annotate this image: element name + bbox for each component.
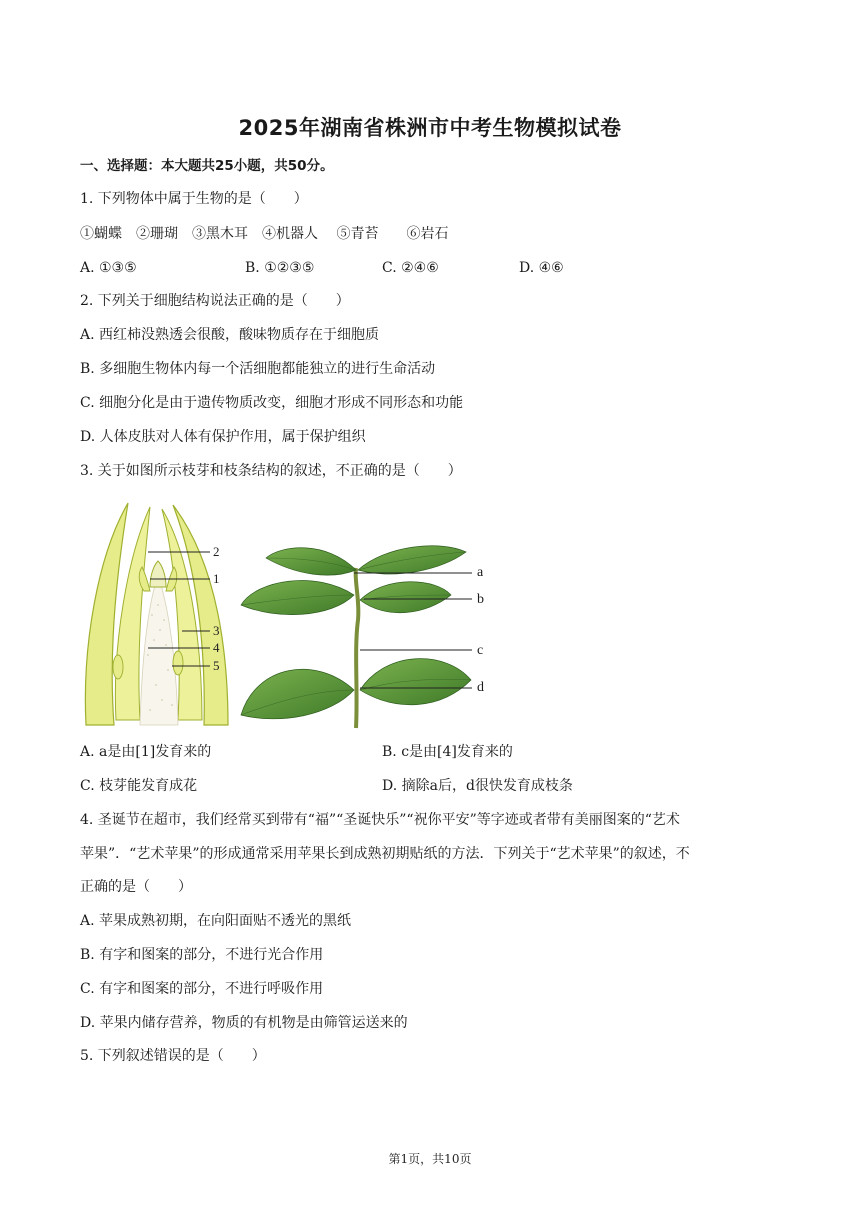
q1-stem: 1. 下列物体中属于生物的是（ ）	[80, 191, 308, 207]
q3-option-d: D. 摘除a后，d很快发育成枝条	[382, 778, 573, 794]
q3-option-c: C. 枝芽能发育成花	[80, 778, 198, 794]
q1-option-b: B. ①②③⑤	[245, 260, 315, 276]
q2-option-b: B. 多细胞生物体内每一个活细胞都能独立的进行生命活动	[80, 361, 436, 377]
q4-option-b: B. 有字和图案的部分，不进行光合作用	[80, 947, 324, 963]
q3-option-a: A. a是由[1]发育来的	[80, 744, 212, 760]
q3-option-b: B. c是由[4]发育来的	[382, 744, 513, 760]
q4-option-c: C. 有字和图案的部分，不进行呼吸作用	[80, 981, 324, 997]
branch-label-d: d	[477, 680, 484, 695]
q4-stem-line2: 苹果”．“艺术苹果”的形成通常采用苹果长到成熟初期贴纸的方法．下列关于“艺术苹果”的叙述，不	[80, 846, 690, 862]
q2-option-c: C. 细胞分化是由于遗传物质改变，细胞才形成不同形态和功能	[80, 395, 464, 411]
q4-option-a: A. 苹果成熟初期，在向阳面贴不透光的黑纸	[80, 913, 352, 929]
q4-stem-line1: 4. 圣诞节在超市，我们经常买到带有“福”“圣诞快乐”“祝你平安”等字迹或者带有美丽图案的“艺术	[80, 812, 680, 828]
q1-option-a: A. ①③⑤	[80, 260, 137, 276]
branch-figure	[236, 540, 496, 730]
page-title: 2025年湖南省株洲市中考生物模拟试卷	[238, 116, 622, 140]
bud-label-2: 2	[213, 544, 220, 559]
bud-label-3: 3	[213, 623, 220, 638]
bud-label-1: 1	[213, 571, 220, 586]
branch-label-c: c	[477, 643, 484, 658]
bud-section-figure	[78, 495, 238, 730]
q1-items: ①蝴蝶 ②珊瑚 ③黑木耳 ④机器人 ⑤青苔 ⑥岩石	[80, 226, 449, 242]
q4-option-d: D. 苹果内储存营养，物质的有机物是由筛管运送来的	[80, 1015, 408, 1031]
branch-label-b: b	[477, 592, 484, 607]
q3-stem: 3. 关于如图所示枝芽和枝条结构的叙述，不正确的是（ ）	[80, 463, 462, 479]
bud-label-4: 4	[213, 640, 220, 655]
section-heading: 一、选择题：本大题共25小题，共50分。	[80, 158, 334, 174]
q2-stem: 2. 下列关于细胞结构说法正确的是（ ）	[80, 293, 350, 309]
q5-stem: 5. 下列叙述错误的是（ ）	[80, 1048, 266, 1064]
q1-option-c: C. ②④⑥	[382, 260, 439, 276]
page-footer: 第1页，共10页	[388, 1152, 472, 1166]
q4-stem-line3: 正确的是（ ）	[80, 879, 192, 895]
branch-label-a: a	[477, 565, 484, 580]
bud-label-5: 5	[213, 658, 220, 673]
q1-option-d: D. ④⑥	[519, 260, 564, 276]
q2-option-a: A. 西红柿没熟透会很酸，酸味物质存在于细胞质	[80, 327, 380, 343]
q2-option-d: D. 人体皮肤对人体有保护作用，属于保护组织	[80, 429, 366, 445]
